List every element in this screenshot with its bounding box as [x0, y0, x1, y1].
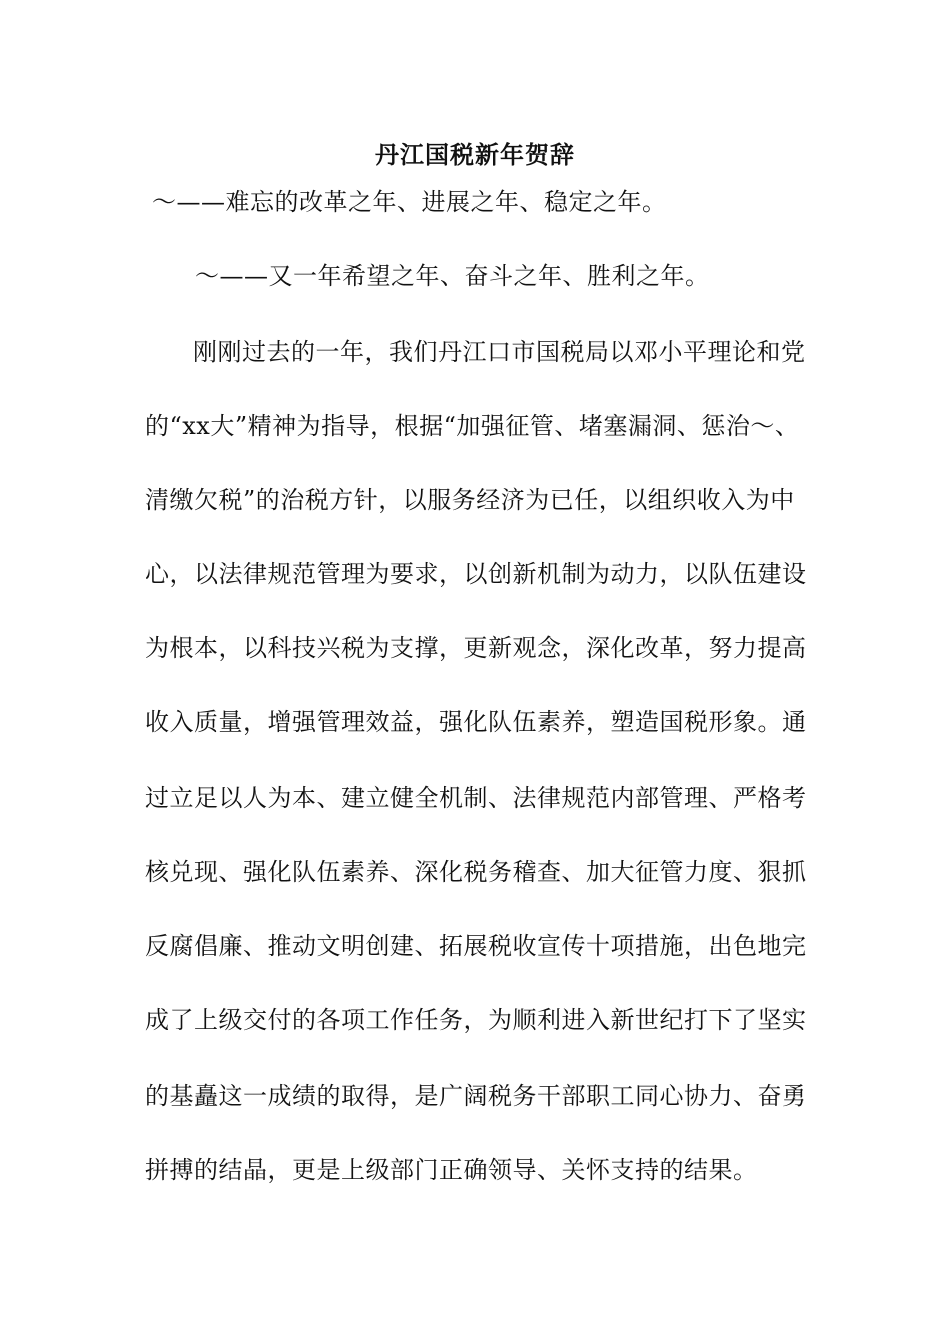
subtitle-line-2: ～——又一年希望之年、奋斗之年、胜利之年。 [195, 262, 710, 290]
body-line-4: 心，以法律规范管理为要求，以创新机制为动力，以队伍建设 [145, 560, 807, 588]
body-line-6: 收入质量，增强管理效益，强化队伍素养，塑造国税形象。通 [145, 708, 807, 736]
body-line-12: 拼搏的结晶，更是上级部门正确领导、关怀支持的结果。 [145, 1156, 758, 1184]
body-line-1: 刚刚过去的一年，我们丹江口市国税局以邓小平理论和党 [193, 338, 806, 366]
body-line-5: 为根本，以科技兴税为支撑，更新观念，深化改革，努力提高 [145, 634, 807, 662]
body-line-11: 的基矗这一成绩的取得，是广阔税务干部职工同心协力、奋勇 [145, 1082, 807, 1110]
body-line-2: 的“xx大”精神为指导，根据“加强征管、堵塞漏洞、惩治～、 [145, 412, 800, 440]
subtitle-line-1: ～——难忘的改革之年、进展之年、稳定之年。 [152, 188, 667, 216]
body-line-9: 反腐倡廉、推动文明创建、拓展税收宣传十项措施，出色地完 [145, 932, 807, 960]
body-line-10: 成了上级交付的各项工作任务，为顺利进入新世纪打下了坚实 [145, 1006, 807, 1034]
body-line-8: 核兑现、强化队伍素养、深化税务稽查、加大征管力度、狠抓 [145, 858, 807, 886]
document-title: 丹江国税新年贺辞 [375, 140, 575, 169]
body-line-7: 过立足以人为本、建立健全机制、法律规范内部管理、严格考 [145, 784, 807, 812]
body-line-3: 清缴欠税”的治税方针，以服务经济为已任，以组织收入为中 [145, 486, 795, 514]
